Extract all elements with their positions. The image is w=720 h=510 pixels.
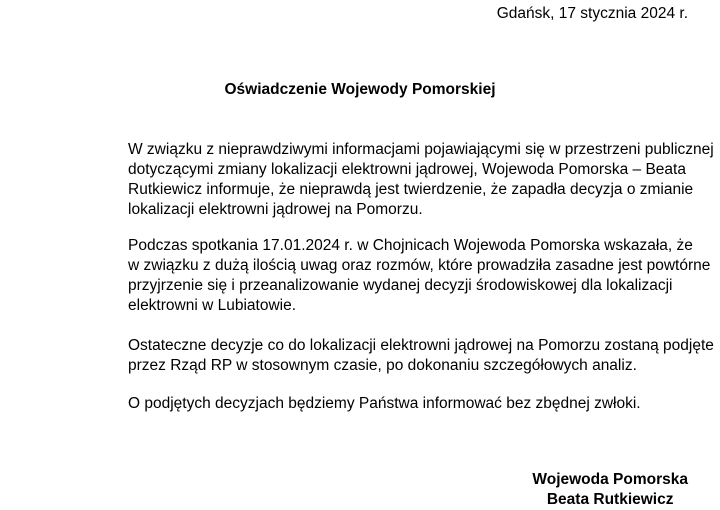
- paragraph-line: O podjętych decyzjach będziemy Państwa informować bez zbędnej zwłoki.: [128, 395, 641, 412]
- paragraph-4: [128, 394, 698, 414]
- signature-block: [532, 470, 688, 510]
- paragraph-line: Podczas spotkania 17.01.2024 r. w Chojnicach Wojewoda Pomorska wskazała, że: [128, 237, 693, 254]
- paragraph-line: w związku z dużą ilością uwag oraz rozmów, które prowadziła zasadne jest powtórne: [128, 257, 711, 274]
- document-title: Oświadczenie Wojewody Pomorskiej: [224, 81, 496, 98]
- paragraph-line: W związku z nieprawdziwymi informacjami pojawiającymi się w przestrzeni publicznej: [128, 141, 714, 158]
- signature-name: Beata Rutkiewicz: [546, 491, 674, 508]
- place-date: Gdańsk, 17 stycznia 2024 r.: [496, 5, 688, 22]
- paragraph-line: dotyczącymi zmiany lokalizacji elektrowni jądrowej, Wojewoda Pomorska – Beata: [128, 161, 686, 178]
- paragraph-line: lokalizacji elektrowni jądrowej na Pomorzu.: [128, 201, 423, 218]
- paragraph-3: [128, 336, 714, 376]
- paragraph-line: Rutkiewicz informuje, że nieprawdą jest twierdzenie, że zapadła decyzja o zmianie: [128, 181, 694, 198]
- paragraph-line: Ostateczne decyzje co do lokalizacji elektrowni jądrowej na Pomorzu zostaną podjęte: [128, 337, 714, 354]
- paragraph-line: elektrowni w Lubiatowie.: [128, 297, 297, 314]
- paragraph-line: przez Rząd RP w stosownym czasie, po dokonaniu szczegółowych analiz.: [128, 357, 637, 374]
- paragraph-1: [128, 140, 714, 220]
- signature-role: Wojewoda Pomorska: [532, 471, 688, 488]
- paragraph-line: przyjrzenie się i przeanalizowanie wydanej decyzji środowiskowej dla lokalizacji: [128, 277, 673, 294]
- paragraph-2: [128, 236, 711, 316]
